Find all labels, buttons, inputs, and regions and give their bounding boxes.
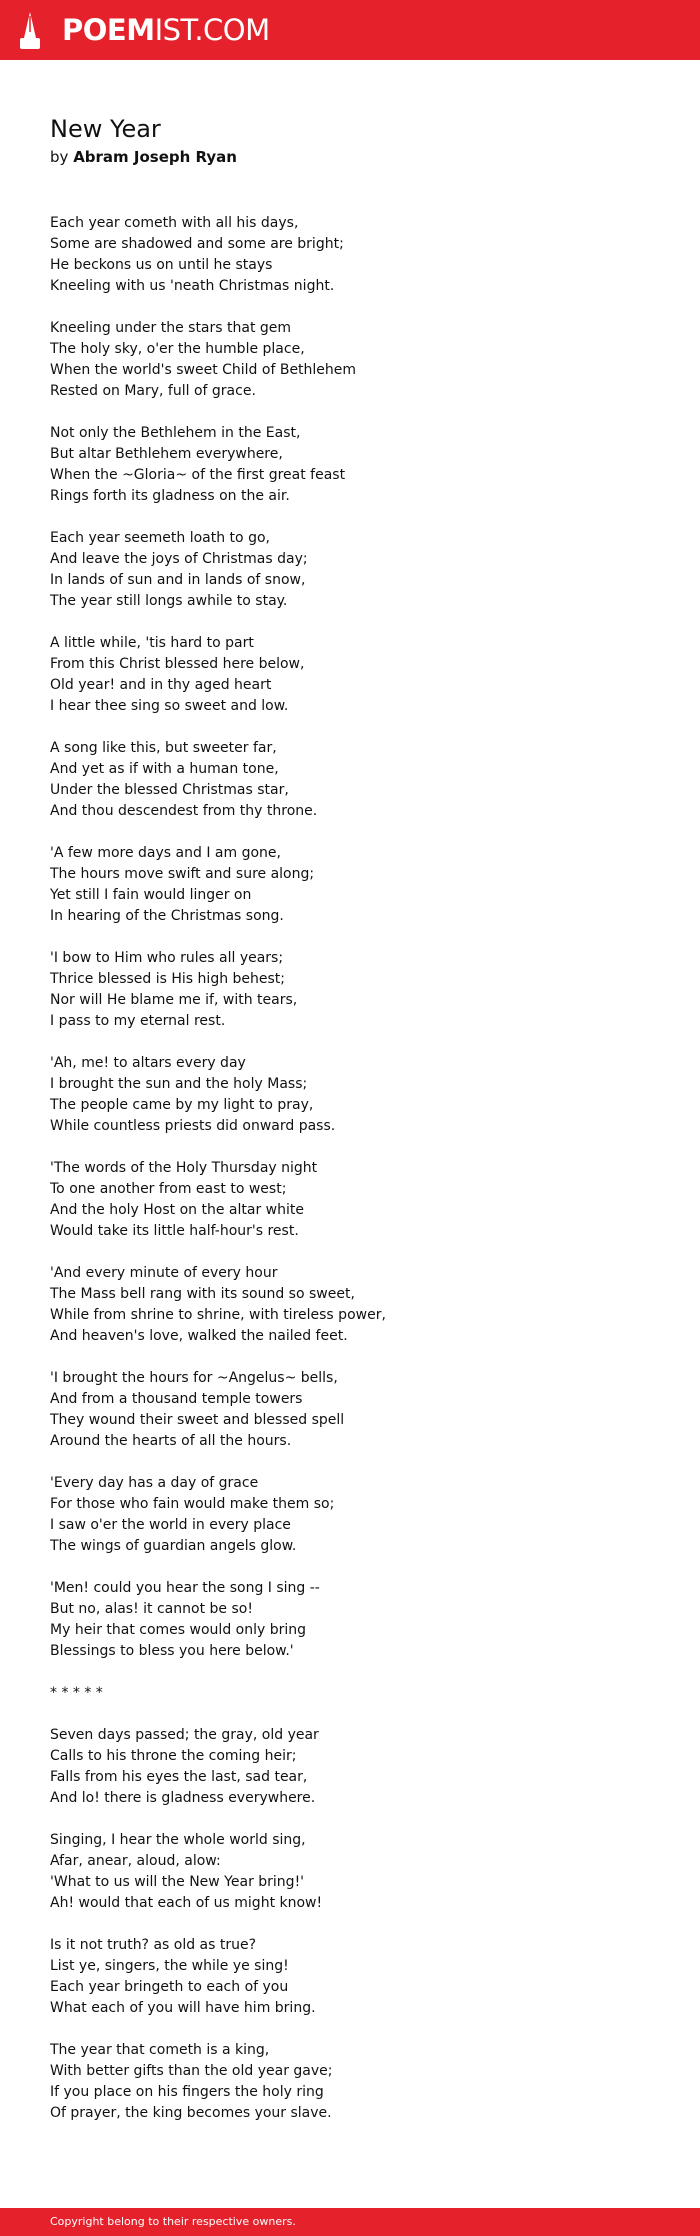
poem-line: And lo! there is gladness everywhere. xyxy=(50,1790,316,1806)
poem-line: Singing, I hear the whole world sing, xyxy=(50,1832,306,1848)
poem-line: 'I bow to Him who rules all years; xyxy=(50,950,284,966)
poem-line: The year that cometh is a king, xyxy=(50,2042,270,2058)
poem-stanza xyxy=(50,423,670,507)
poem-line: 'What to us will the New Year bring!' xyxy=(50,1874,305,1890)
poem-stanza xyxy=(50,738,670,822)
poem-line: But no, alas! it cannot be so! xyxy=(50,1601,253,1617)
poem-line: Would take its little half-hour's rest. xyxy=(50,1223,299,1239)
poem-stanza xyxy=(50,2040,670,2124)
poem-line: And from a thousand temple towers xyxy=(50,1391,303,1407)
poem-line: A song like this, but sweeter far, xyxy=(50,740,277,756)
poem-line: Each year seemeth loath to go, xyxy=(50,530,270,546)
poem-stanza xyxy=(50,1725,670,1809)
poem-line: If you place on his fingers the holy ring xyxy=(50,2084,324,2100)
poem-stanza xyxy=(50,1263,670,1347)
poem-line: From this Christ blessed here below, xyxy=(50,656,305,672)
poem-line: Afar, anear, aloud, alow: xyxy=(50,1853,221,1869)
poem-line: List ye, singers, the while ye sing! xyxy=(50,1958,289,1974)
poem-line: Calls to his throne the coming heir; xyxy=(50,1748,297,1764)
poem-line: Seven days passed; the gray, old year xyxy=(50,1727,319,1743)
poem-stanza xyxy=(50,1578,670,1662)
poem-stanza xyxy=(50,633,670,717)
poem-author: Abram Joseph Ryan xyxy=(73,148,237,166)
poem-stanza xyxy=(50,1158,670,1242)
poem-line: I saw o'er the world in every place xyxy=(50,1517,291,1533)
poem-line: What each of you will have him bring. xyxy=(50,2000,316,2016)
poem-line: And the holy Host on the altar white xyxy=(50,1202,304,1218)
poem-stanza xyxy=(50,948,670,1032)
poem-content xyxy=(50,112,670,2145)
poem-line: The hours move swift and sure along; xyxy=(50,866,315,882)
poem-line: I brought the sun and the holy Mass; xyxy=(50,1076,308,1092)
poem-line: In lands of sun and in lands of snow, xyxy=(50,572,306,588)
poem-line: They wound their sweet and blessed spell xyxy=(50,1412,345,1428)
poem-line: The wings of guardian angels glow. xyxy=(50,1538,297,1554)
poem-line: The holy sky, o'er the humble place, xyxy=(50,341,305,357)
site-logo-link[interactable] xyxy=(18,10,270,50)
poem-line: While countless priests did onward pass. xyxy=(50,1118,336,1134)
poem-line: Rings forth its gladness on the air. xyxy=(50,488,290,504)
poem-line: My heir that comes would only bring xyxy=(50,1622,307,1638)
poem-line: Under the blessed Christmas star, xyxy=(50,782,289,798)
poem-line: 'A few more days and I am gone, xyxy=(50,845,281,861)
logo-text-bold: POEM xyxy=(62,13,155,47)
poem-stanza xyxy=(50,1053,670,1137)
poem-line: I hear thee sing so sweet and low. xyxy=(50,698,289,714)
poem-line: 'I brought the hours for ~Angelus~ bells, xyxy=(50,1370,338,1386)
poem-title: New Year xyxy=(50,115,161,143)
poem-line: * * * * * xyxy=(50,1685,103,1701)
poem-line: 'Ah, me! to altars every day xyxy=(50,1055,246,1071)
poem-line: He beckons us on until he stays xyxy=(50,257,273,273)
poem-line: 'Men! could you hear the song I sing -- xyxy=(50,1580,320,1596)
site-logo-text xyxy=(62,10,270,50)
poem-line: Of prayer, the king becomes your slave. xyxy=(50,2105,332,2121)
poem-line: And leave the joys of Christmas day; xyxy=(50,551,308,567)
poem-line: For those who fain would make them so; xyxy=(50,1496,335,1512)
poem-line: The people came by my light to pray, xyxy=(50,1097,314,1113)
poem-line: 'The words of the Holy Thursday night xyxy=(50,1160,318,1176)
poem-line: Kneeling with us 'neath Christmas night. xyxy=(50,278,335,294)
poem-line: Yet still I fain would linger on xyxy=(50,887,252,903)
poem-line: Is it not truth? as old as true? xyxy=(50,1937,257,1953)
poem-line: Falls from his eyes the last, sad tear, xyxy=(50,1769,308,1785)
poem-line: When the ~Gloria~ of the first great feast xyxy=(50,467,346,483)
poem-line: Some are shadowed and some are bright; xyxy=(50,236,344,252)
poem-body xyxy=(50,213,670,2124)
poem-line: 'Every day has a day of grace xyxy=(50,1475,259,1491)
pen-nib-icon xyxy=(18,10,42,50)
poem-stanza xyxy=(50,843,670,927)
poem-line: But altar Bethlehem everywhere, xyxy=(50,446,283,462)
site-header xyxy=(0,0,700,60)
poem-stanza xyxy=(50,1368,670,1452)
poem-line: Rested on Mary, full of grace. xyxy=(50,383,256,399)
poem-line: I pass to my eternal rest. xyxy=(50,1013,226,1029)
poem-stanza xyxy=(50,1473,670,1557)
poem-line: And thou descendest from thy throne. xyxy=(50,803,318,819)
poem-line: The year still longs awhile to stay. xyxy=(50,593,288,609)
poem-line: And heaven's love, walked the nailed feet. xyxy=(50,1328,348,1344)
poem-line: With better gifts than the old year gave; xyxy=(50,2063,333,2079)
copyright-text: Copyright belong to their respective owners. xyxy=(50,2215,296,2228)
poem-line: Nor will He blame me if, with tears, xyxy=(50,992,298,1008)
poem-stanza xyxy=(50,1683,670,1704)
poem-line: Kneeling under the stars that gem xyxy=(50,320,292,336)
poem-line: When the world's sweet Child of Bethlehem xyxy=(50,362,357,378)
poem-stanza xyxy=(50,528,670,612)
poem-line: Not only the Bethlehem in the East, xyxy=(50,425,301,441)
poem-byline xyxy=(50,146,670,168)
poem-stanza xyxy=(50,318,670,402)
poem-line: Blessings to bless you here below.' xyxy=(50,1643,294,1659)
poem-line: 'And every minute of every hour xyxy=(50,1265,278,1281)
poem-line: In hearing of the Christmas song. xyxy=(50,908,284,924)
poem-line: Ah! would that each of us might know! xyxy=(50,1895,323,1911)
logo-text-light: IST.COM xyxy=(154,13,270,47)
poem-line: Thrice blessed is His high behest; xyxy=(50,971,286,987)
poem-line: The Mass bell rang with its sound so sweet, xyxy=(50,1286,355,1302)
byline-prefix: by xyxy=(50,148,69,166)
poem-line: While from shrine to shrine, with tireless power, xyxy=(50,1307,386,1323)
poem-line: Old year! and in thy aged heart xyxy=(50,677,272,693)
poem-stanza xyxy=(50,213,670,297)
poem-line: Around the hearts of all the hours. xyxy=(50,1433,292,1449)
poem-line: Each year cometh with all his days, xyxy=(50,215,299,231)
poem-line: To one another from east to west; xyxy=(50,1181,287,1197)
poem-stanza xyxy=(50,1935,670,2019)
poem-line: And yet as if with a human tone, xyxy=(50,761,279,777)
poem-line: A little while, 'tis hard to part xyxy=(50,635,254,651)
poem-line: Each year bringeth to each of you xyxy=(50,1979,289,1995)
site-footer xyxy=(0,2208,700,2236)
poem-stanza xyxy=(50,1830,670,1914)
